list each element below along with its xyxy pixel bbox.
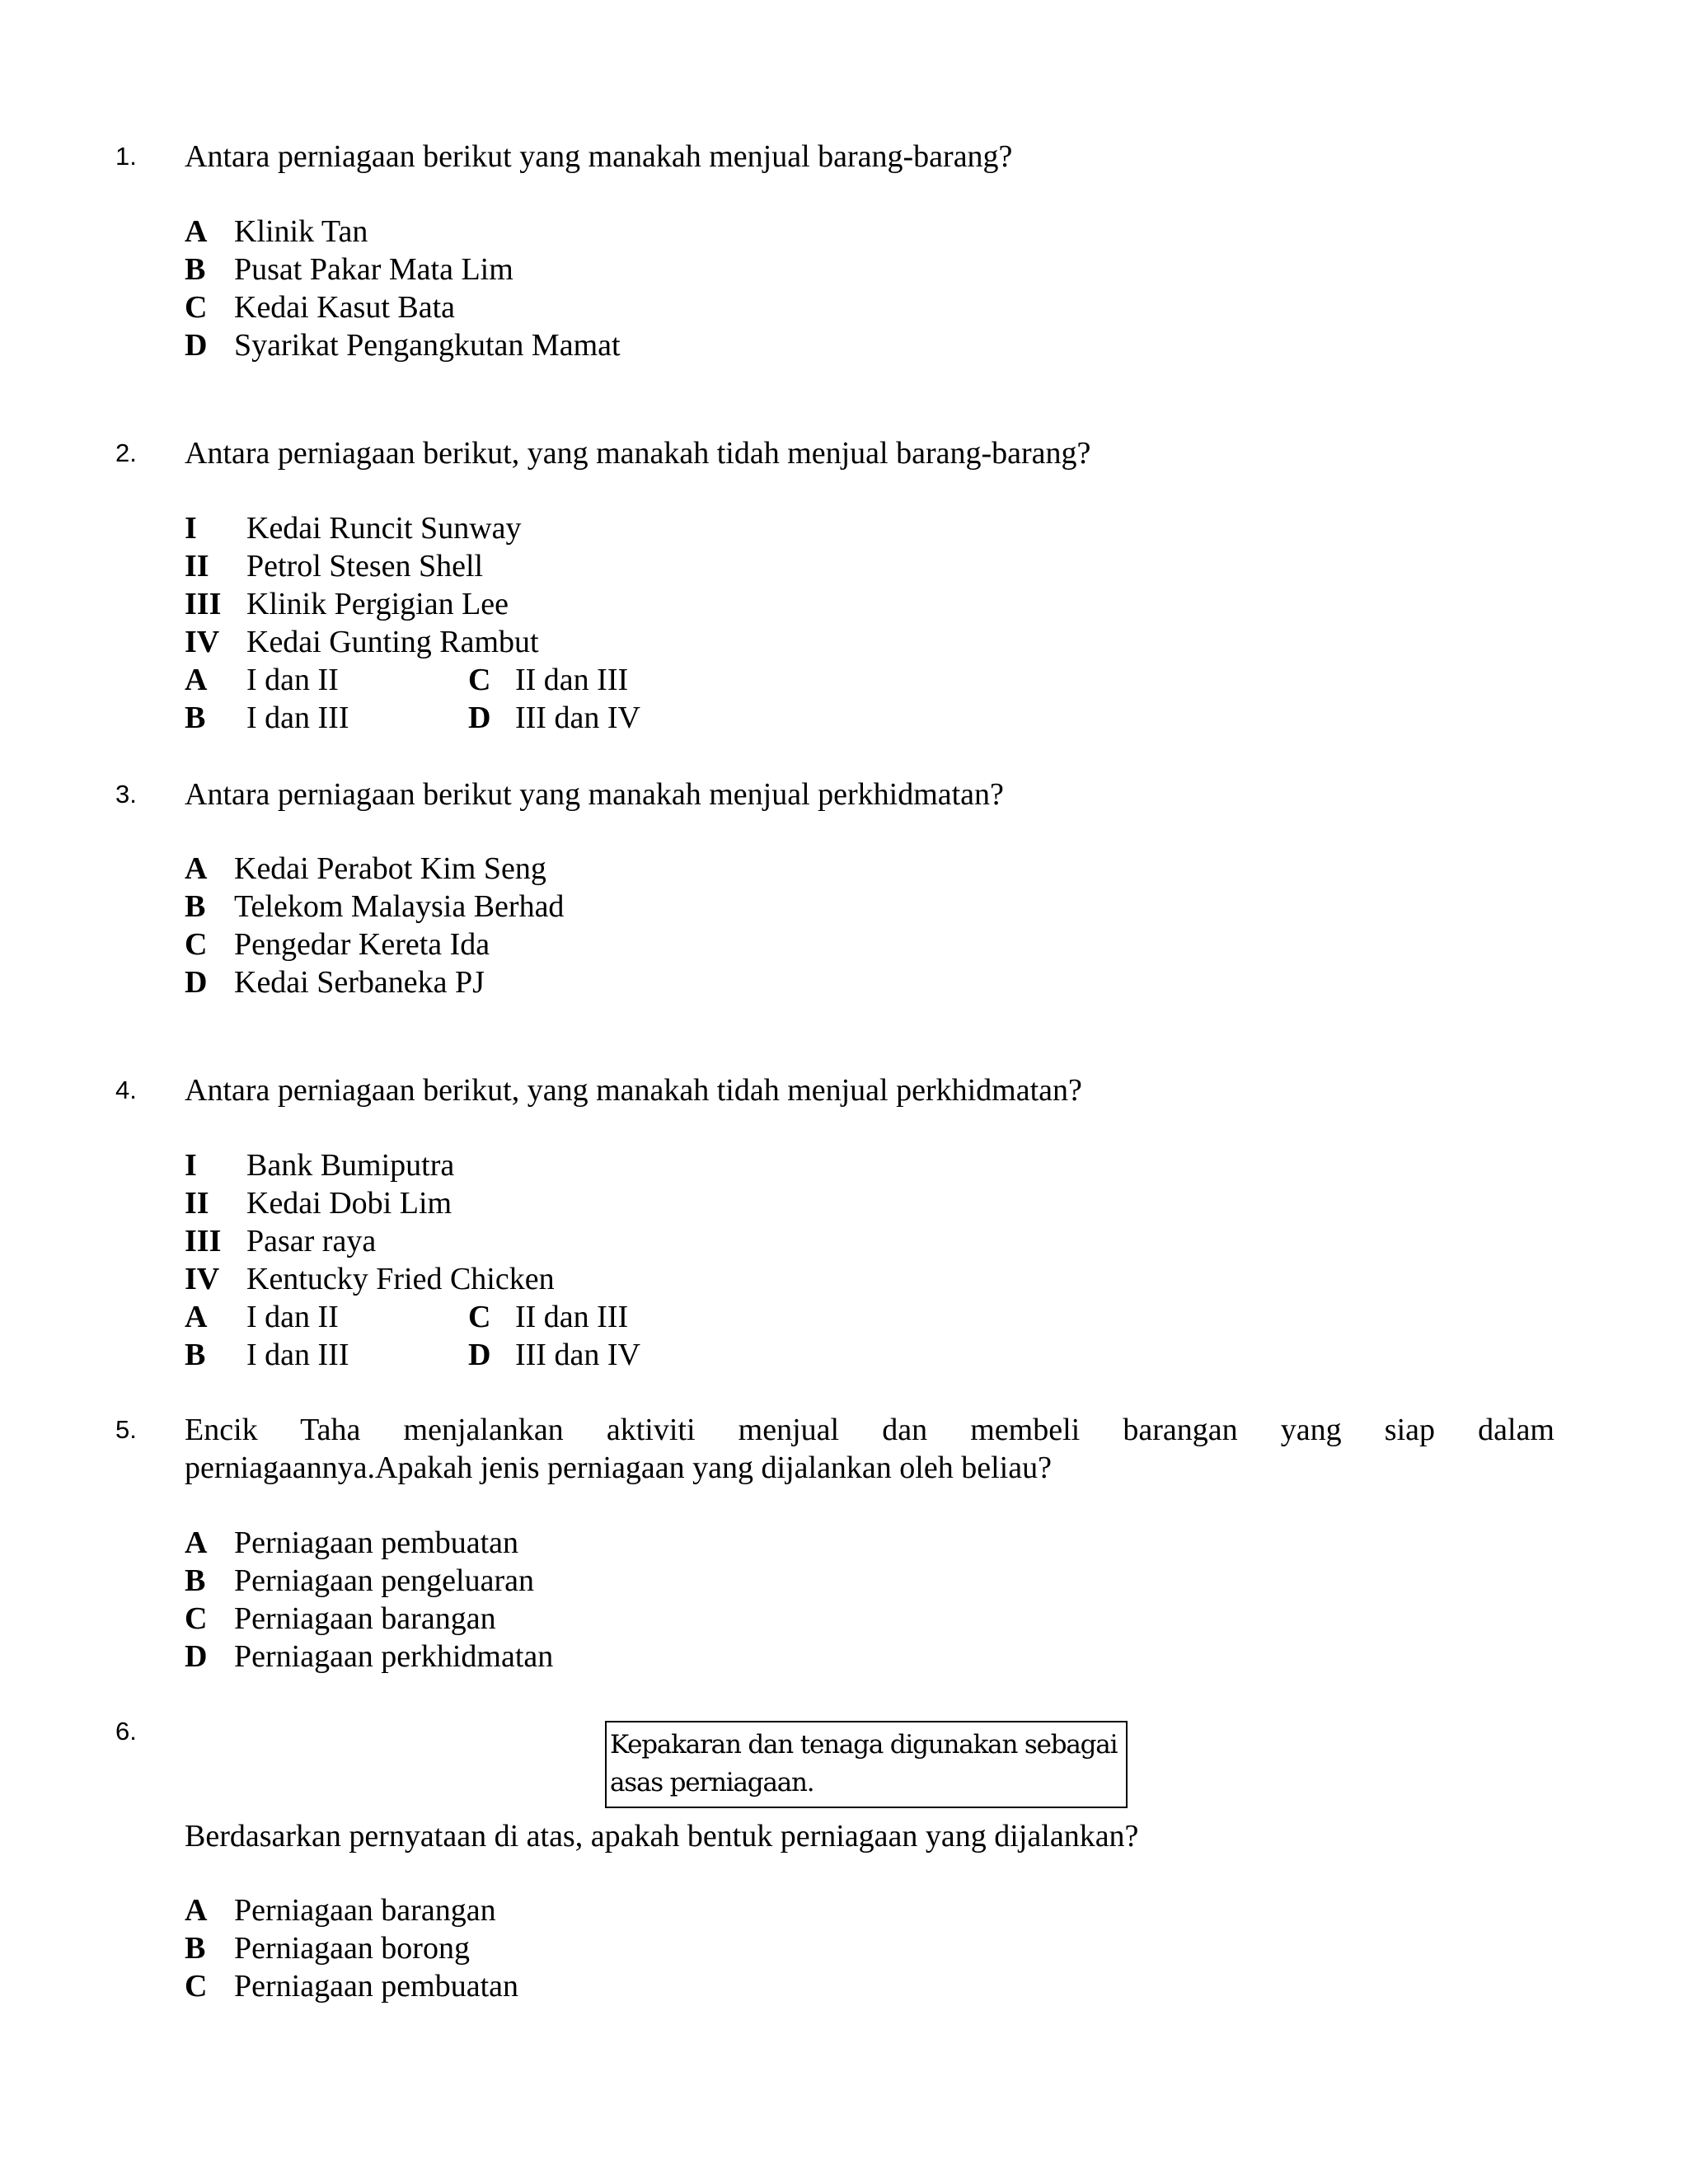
question-stem: Antara perniagaan berikut, yang manakah tidah menjual barang-barang?: [185, 436, 1091, 471]
statement-box-line-2: asas perniagaan.: [610, 1768, 814, 1797]
option-b: B Perniagaan pengeluaran: [185, 1563, 534, 1598]
statement-iii: III Pasar raya: [185, 1224, 377, 1258]
option-a: A Perniagaan pembuatan: [185, 1526, 519, 1560]
option-a: A Klinik Tan: [185, 214, 368, 249]
option-d: D Syarikat Pengangkutan Mamat: [185, 328, 621, 363]
question-number: 3.: [115, 780, 137, 808]
question-stem: Antara perniagaan berikut yang manakah menjual barang-barang?: [185, 139, 1013, 174]
option-b: B I dan III: [185, 1338, 349, 1372]
option-d: D III dan IV: [468, 701, 640, 735]
option-d: D Kedai Serbaneka PJ: [185, 965, 485, 1000]
question-stem: Antara perniagaan berikut yang manakah menjual perkhidmatan?: [185, 777, 1004, 812]
question-number: 6.: [115, 1717, 137, 1746]
option-b: B Telekom Malaysia Berhad: [185, 889, 565, 924]
question-stem-line-2: perniagaannya.Apakah jenis perniagaan yang dijalankan oleh beliau?: [185, 1451, 1052, 1485]
question-stem: [185, 1411, 1554, 1487]
option-d: D III dan IV: [468, 1338, 640, 1372]
option-c: C Perniagaan barangan: [185, 1601, 496, 1636]
option-b: B Pusat Pakar Mata Lim: [185, 252, 513, 287]
statement-i: I Kedai Runcit Sunway: [185, 511, 522, 546]
option-a: A Perniagaan barangan: [185, 1893, 496, 1928]
option-a: A Kedai Perabot Kim Seng: [185, 851, 546, 886]
option-c: C Pengedar Kereta Ida: [185, 927, 490, 962]
option-c: C Perniagaan pembuatan: [185, 1969, 519, 2004]
option-c: C II dan III: [468, 663, 629, 697]
question-number: 1.: [115, 142, 137, 171]
option-b: B I dan III: [185, 701, 349, 735]
statement-i: I Bank Bumiputra: [185, 1148, 455, 1183]
statement-iv: IV Kentucky Fried Chicken: [185, 1262, 555, 1296]
statement-iii: III Klinik Pergigian Lee: [185, 587, 509, 621]
option-d: D Perniagaan perkhidmatan: [185, 1639, 554, 1674]
statement-iv: IV Kedai Gunting Rambut: [185, 625, 539, 659]
question-number: 4.: [115, 1076, 137, 1104]
statement-ii: II Kedai Dobi Lim: [185, 1186, 452, 1221]
question-number: 2.: [115, 438, 137, 467]
option-c: C Kedai Kasut Bata: [185, 290, 456, 325]
statement-box: [605, 1721, 1128, 1808]
question-stem-line-1: Encik Taha menjalankan aktiviti menjual dan membeli barangan yang siap dalam: [185, 1413, 1554, 1447]
statement-box-line-1: Kepakaran dan tenaga digunakan sebagai: [610, 1730, 1118, 1760]
option-a: A I dan II: [185, 1300, 339, 1334]
question-number: 5.: [115, 1415, 137, 1444]
option-c: C II dan III: [468, 1300, 629, 1334]
option-b: B Perniagaan borong: [185, 1931, 470, 1966]
option-a: A I dan II: [185, 663, 339, 697]
question-stem: Berdasarkan pernyataan di atas, apakah bentuk perniagaan yang dijalankan?: [185, 1819, 1139, 1854]
question-stem: Antara perniagaan berikut, yang manakah tidah menjual perkhidmatan?: [185, 1073, 1082, 1108]
statement-ii: II Petrol Stesen Shell: [185, 549, 484, 583]
